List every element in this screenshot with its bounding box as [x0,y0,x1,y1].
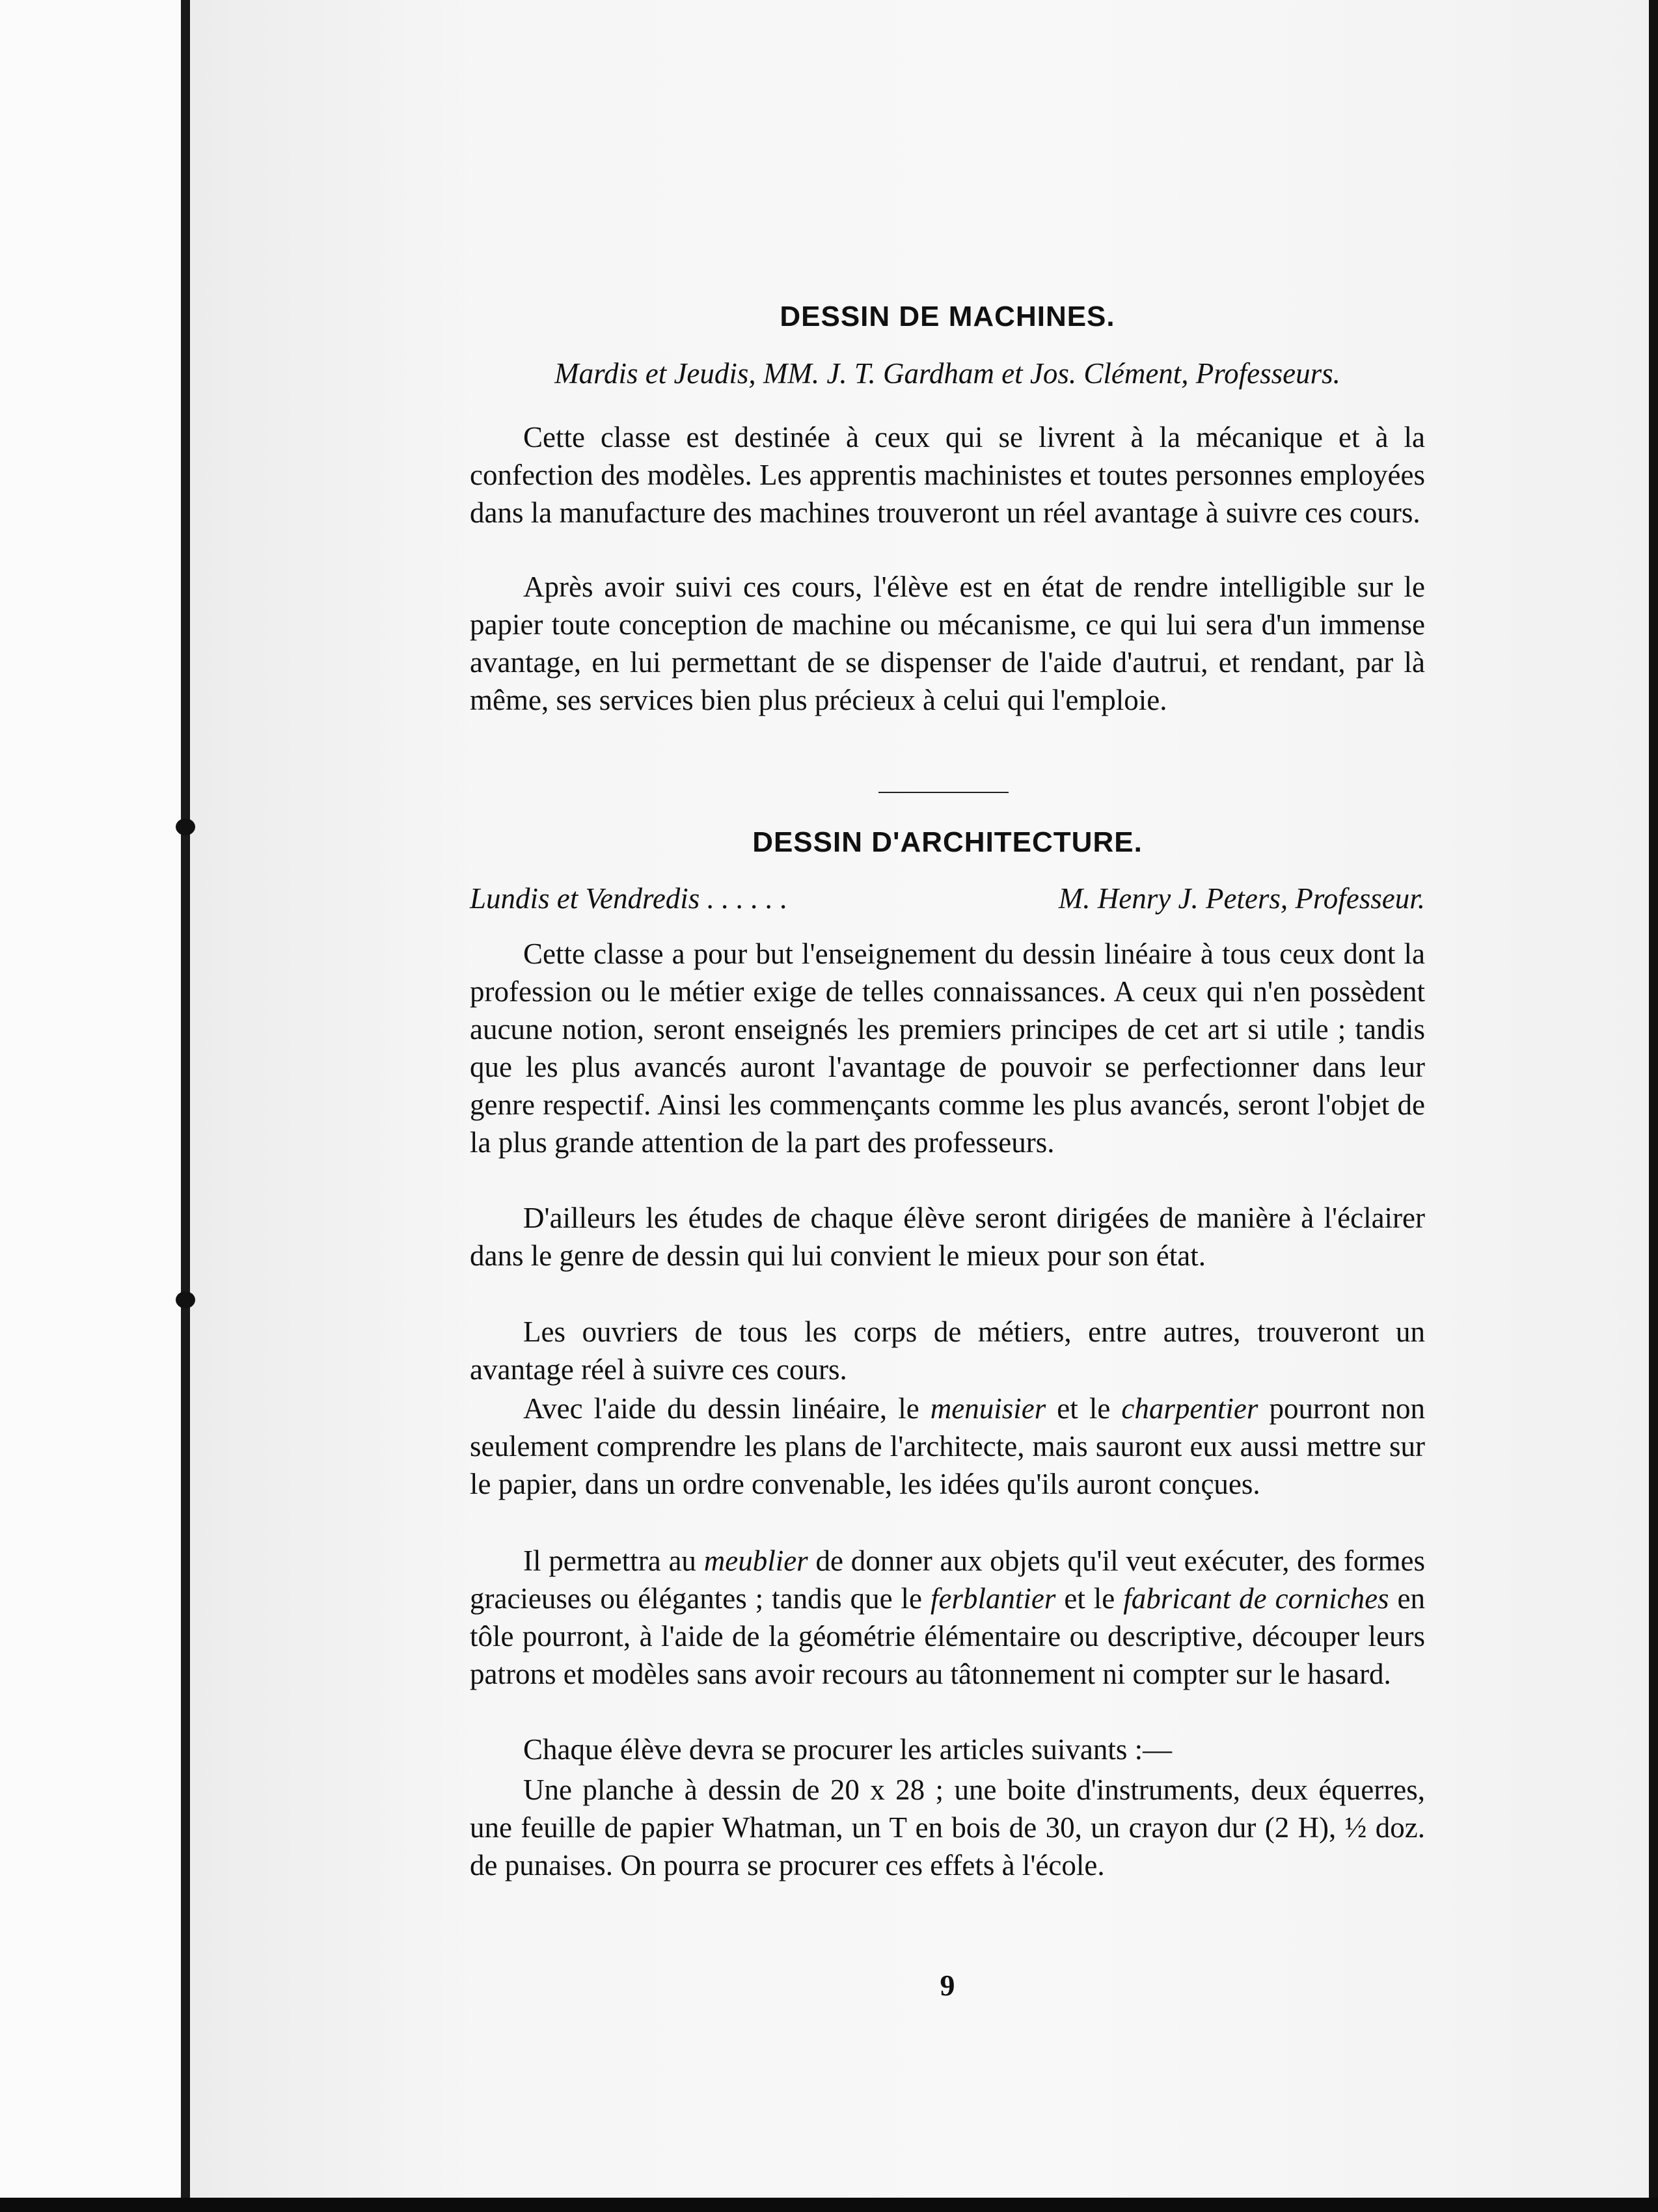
paragraph [470,1542,1425,1693]
paragraph: Chaque élève devra se procurer les articles suivants :— [523,1733,1173,1766]
schedule-architecture [470,882,1425,915]
text-run: Avec l'aide du dessin linéaire, le [523,1392,931,1425]
text-run: de donner aux objets qu'il veut exécuter, des formes gracieuses ou élégantes ; tandis que le [470,1544,1425,1615]
paragraph: Une planche à dessin de 20 x 28 ; une boite d'instruments, deux équerres, une feuille de papier Whatman, un T en bois de 30, un crayon dur (2 H), ½ doz. de punaises. On pourra se procurer ces effets à l'école. [470,1774,1425,1882]
section-divider [878,792,1009,793]
text-run: et le [1055,1582,1124,1615]
paragraph: Cette classe a pour but l'enseignement du dessin linéaire à tous ceux dont la profession ou le métier exige de telles connaissances. A ceux qui n'en possèdent aucune notion, seront enseignés les premiers principes de cet art si utile ; tandis que les plus avancés auront l'avantage de pouvoir se perfectionner dans leur genre respectif. Ainsi les commençants comme les plus avancés, seront l'objet de la plus grande attention de la part des professeurs. [470,937,1425,1159]
italic-term: fabricant de corniches [1123,1582,1389,1615]
section-title-architecture: DESSIN D'ARCHITECTURE. [752,826,1143,858]
schedule-days: Lundis et Vendredis . . . . . . [470,882,788,915]
paragraph: D'ailleurs les études de chaque élève seront dirigées de manière à l'éclairer dans le genre de dessin qui lui convient le mieux pour son état. [470,1202,1425,1272]
binding-edge [181,0,190,2212]
text-run: et le [1046,1392,1122,1425]
section-title-machines: DESSIN DE MACHINES. [780,301,1115,332]
paragraph: Les ouvriers de tous les corps de métiers, entre autres, trouveront un avantage réel à suivre ces cours. [470,1315,1425,1386]
schedule-teacher: M. Henry J. Peters, Professeur. [1058,882,1425,915]
paragraph: Cette classe est destinée à ceux qui se livrent à la mécanique et à la confection des modèles. Les apprentis machinistes et toutes personnes employées dans la manufacture des machines trouveront un réel avantage à suivre ces cours. [470,421,1425,529]
scan-margin [0,0,189,2212]
page-number: 9 [940,1969,955,2002]
binding-mark [176,1291,195,1308]
scan-edge-right [1649,0,1658,2212]
schedule-machines: Mardis et Jeudis, MM. J. T. Gardham et Jos. Clément, Professeurs. [554,357,1340,390]
italic-term: charpentier [1121,1392,1258,1425]
paragraph: Après avoir suivi ces cours, l'élève est en état de rendre intelligible sur le papier toute conception de machine ou mécanisme, ce qui lui sera d'un immense avantage, en lui permettant de se dispenser de l'aide d'autrui, et rendant, par là même, ses services bien plus précieux à celui qui l'emploie. [470,571,1425,716]
text-run: en tôle pourront, à l'aide de la géométrie élémentaire ou descriptive, découper leurs patrons et modèles sans avoir recours au tâtonnement ni compter sur le hasard. [470,1582,1425,1690]
text-run: Il permettra au [523,1544,704,1577]
text-run: pourront non seulement comprendre les plans de l'architecte, mais sauront eux aussi mettre sur le papier, dans un ordre convenable, les idées qu'ils auront conçues. [470,1392,1425,1500]
italic-term: ferblantier [930,1582,1056,1615]
scan-edge-bottom [0,2198,1658,2212]
italic-term: menuisier [930,1392,1046,1425]
paragraph [470,1390,1425,1503]
italic-term: meublier [703,1544,808,1577]
binding-mark [176,818,195,835]
